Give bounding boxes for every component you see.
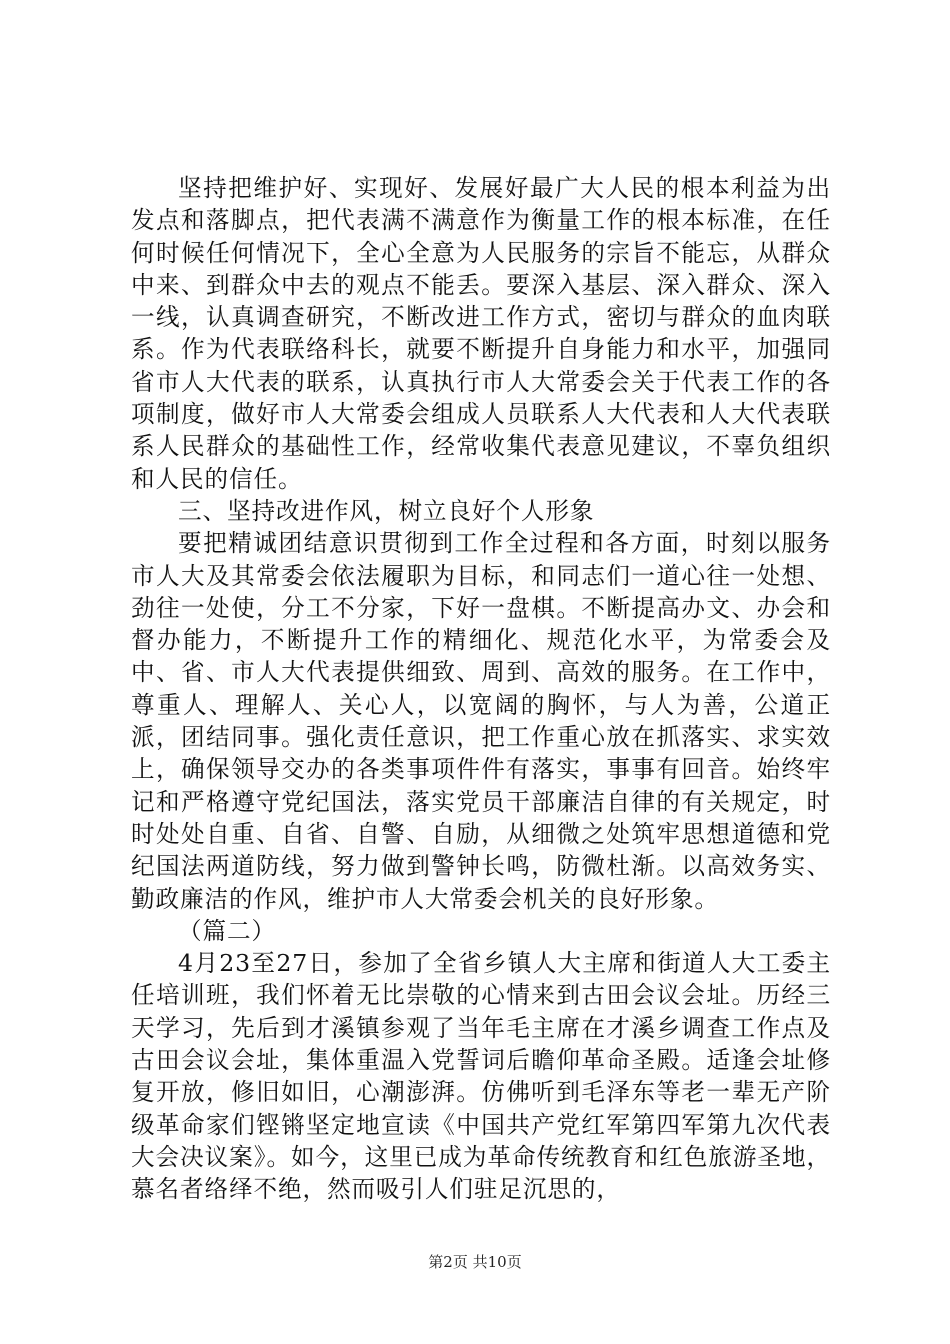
paragraph-gutian-training: 4月23至27日，参加了全省乡镇人大主席和街道人大工委主任培训班，我们怀着无比崇敬的心情来到古田会议会址。历经三天学习，先后到才溪镇参观了当年毛主席在才溪乡调查工作点及古田会议会址，集体重温入党誓词后瞻仰革命圣殿。适逢会址修复开放，修旧如旧，心潮澎湃。仿佛听到毛泽东等老一辈无产阶级革命家们铿锵坚定地宣读《中国共产党红军第四军第九次代表大会决议案》。如今，这里已成为革命传统教育和红色旅游圣地，慕名者络绎不绝，然而吸引人们驻足沉思的， (131, 949, 831, 1204)
paragraph-service-principle: 坚持把维护好、实现好、发展好最广大人民的根本利益为出发点和落脚点，把代表满不满意作为衡量工作的根本标准，在任何时候任何情况下，全心全意为人民服务的宗旨不能忘，从群众中来、到群众中去的观点不能丢。要深入基层、深入群众、深入一线，认真调查研究，不断改进工作方式，密切与群众的血肉联系。作为代表联络科长，就要不断提升自身能力和水平，加强同省市人大代表的联系，认真执行市人大常委会关于代表工作的各项制度，做好市人大常委会组成人员联系人大代表和人大代表联系人民群众的基础性工作，经常收集代表意见建议，不辜负组织和人民的信任。 (131, 174, 831, 493)
page-footer: 第2页 共10页 (428, 1253, 522, 1271)
paragraph-work-style: 要把精诚团结意识贯彻到工作全过程和各方面，时刻以服务市人大及其常委会依法履职为目标，和同志们一道心往一处想、劲往一处使，分工不分家，下好一盘棋。不断提高办文、办会和督办能力，不断提升工作的精细化、规范化水平，为常委会及中、省、市人大代表提供细致、周到、高效的服务。在工作中，尊重人、理解人、关心人，以宽阔的胸怀，与人为善，公道正派，团结同事。强化责任意识，把工作重心放在抓落实、求实效上，确保领导交办的各类事项件件有落实，事事有回音。始终牢记和严格遵守党纪国法，落实党员干部廉洁自律的有关规定，时时处处自重、自省、自警、自励，从细微之处筑牢思想道德和党纪国法两道防线，努力做到警钟长鸣，防微杜渐。以高效务实、勤政廉洁的作风，维护市人大常委会机关的良好形象。 (131, 529, 831, 913)
section-heading-three: 三、坚持改进作风，树立良好个人形象 (178, 496, 595, 525)
part-two-heading: （篇二） (178, 916, 276, 945)
document-body (131, 172, 831, 1206)
